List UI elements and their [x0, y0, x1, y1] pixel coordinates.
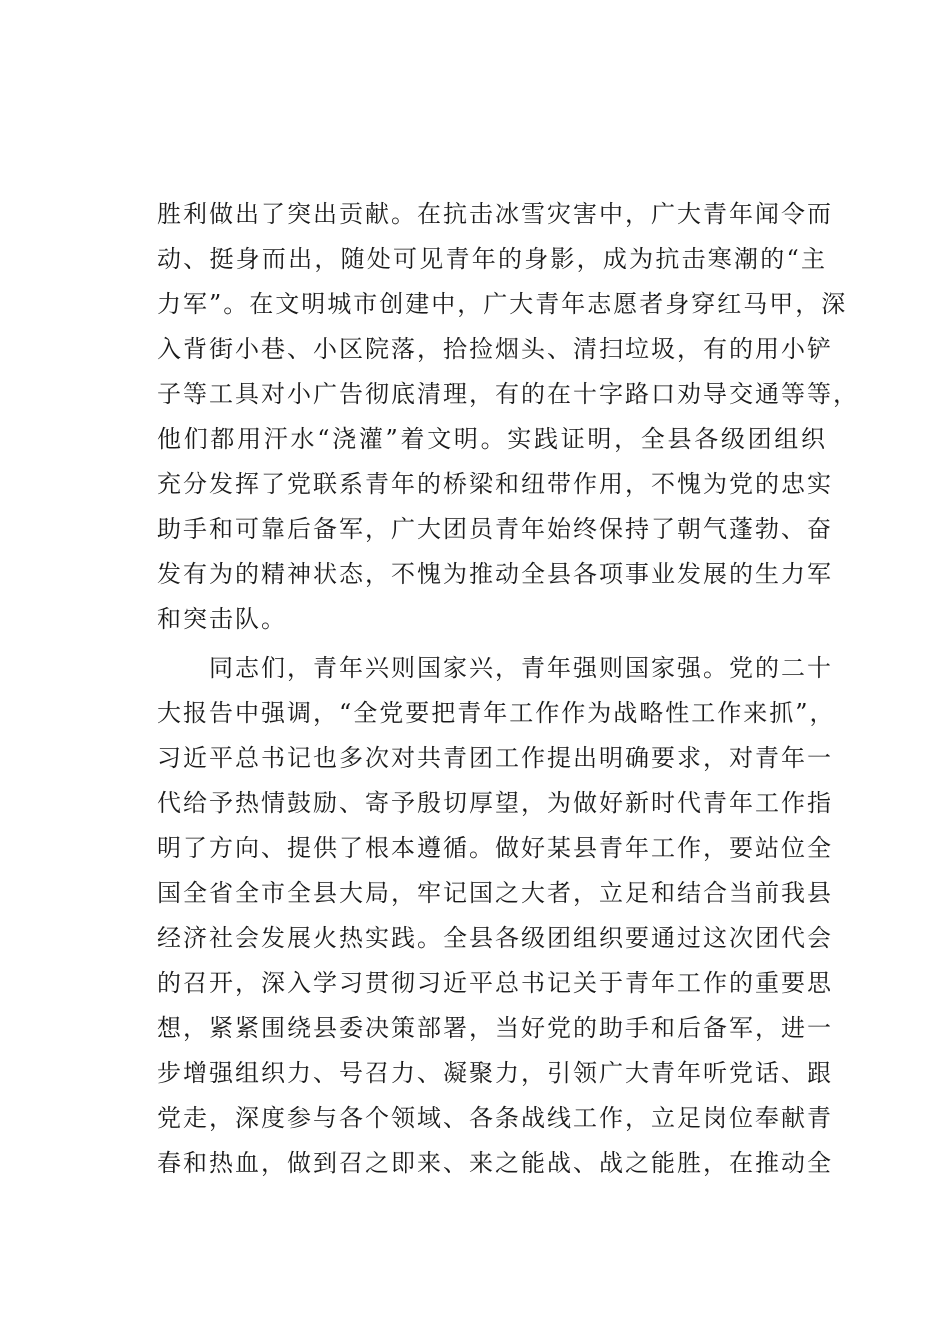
- paragraph-2-line: 国全省全市全县大局，牢记国之大者，立足和结合当前我县: [157, 879, 833, 907]
- paragraph-2-line: 春和热血，做到召之即来、来之能战、战之能胜，在推动全: [157, 1149, 833, 1177]
- paragraph-2-line: 步增强组织力、号召力、凝聚力，引领广大青年听党话、跟: [157, 1059, 833, 1087]
- paragraph-1-line: 动、挺身而出，随处可见青年的身影，成为抗击寒潮的“主: [157, 245, 827, 273]
- paragraph-1-line: 和突击队。: [157, 605, 287, 633]
- body-text: [157, 192, 859, 1186]
- paragraph-2-line: 的召开，深入学习贯彻习近平总书记关于青年工作的重要思: [157, 969, 833, 997]
- paragraph-1-line: 入背街小巷、小区院落，拾捡烟头、清扫垃圾，有的用小铲: [157, 335, 833, 363]
- paragraph-1-line: 发有为的精神状态，不愧为推动全县各项事业发展的生力军: [157, 560, 833, 588]
- paragraph-1-line: 助手和可靠后备军，广大团员青年始终保持了朝气蓬勃、奋: [157, 515, 833, 543]
- paragraph-2-line: 代给予热情鼓励、寄予殷切厚望，为做好新时代青年工作指: [157, 789, 833, 817]
- paragraph-2-line: 习近平总书记也多次对共青团工作提出明确要求，对青年一: [157, 744, 833, 772]
- paragraph-2-line: 大报告中强调，“全党要把青年工作作为战略性工作来抓”，: [157, 699, 836, 727]
- paragraph-1-line: 胜利做出了突出贡献。在抗击冰雪灾害中，广大青年闻令而: [157, 200, 833, 228]
- paragraph-1-line: 他们都用汗水“浇灌”着文明。实践证明，全县各级团组织: [157, 425, 827, 453]
- paragraph-2-line: 想，紧紧围绕县委决策部署，当好党的助手和后备军，进一: [157, 1014, 833, 1042]
- paragraph-2-line: 党走，深度参与各个领域、各条战线工作，立足岗位奉献青: [157, 1104, 833, 1132]
- paragraph-1-line: 充分发挥了党联系青年的桥梁和纽带作用，不愧为党的忠实: [157, 470, 833, 498]
- paragraph-2-line: 同志们，青年兴则国家兴，青年强则国家强。党的二十: [209, 654, 833, 682]
- paragraph-1-line: 子等工具对小广告彻底清理，有的在十字路口劝导交通等等，: [157, 380, 859, 408]
- paragraph-2-line: 明了方向、提供了根本遵循。做好某县青年工作，要站位全: [157, 834, 833, 862]
- paragraph-1-line: 力军”。在文明城市创建中，广大青年志愿者身穿红马甲，深: [157, 290, 848, 318]
- paragraph-2-line: 经济社会发展火热实践。全县各级团组织要通过这次团代会: [157, 924, 833, 952]
